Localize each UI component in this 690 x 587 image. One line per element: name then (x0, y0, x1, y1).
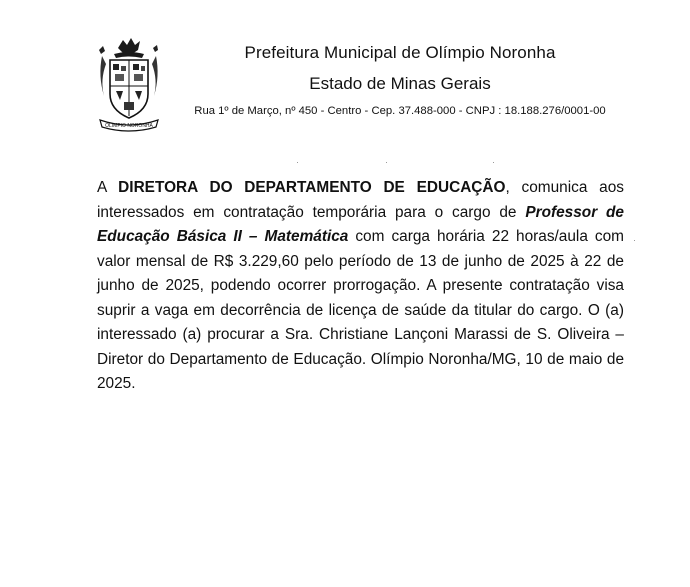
notice-text-2: com carga horária 22 horas/aula com valor mensal de R$ 3.229,60 pelo período de 13 de junho de 2025 à 22 de junho de 2025, podendo ocorrer prorrogação. A presente contratação visa suprir a vaga em decorrência de licença de saúde da titular do cargo. O (a) interessado (a) procurar a Sra. Christiane Lançoni Marassi de S. Oliveira – Diretor do Departamento de Educação. Olímpio Noronha/MG, 10 de maio de 2025. (97, 228, 624, 392)
office-name: DIRETORA DO DEPARTAMENTO DE EDUCAÇÃO (118, 179, 506, 196)
letterhead (170, 42, 630, 118)
notice-paragraph (97, 176, 624, 397)
municipal-coat-of-arms (96, 36, 162, 134)
crest-ribbon-text: OLIMPIO NORONHA (105, 123, 153, 129)
notice-intro: A (97, 179, 119, 196)
notice-body (97, 176, 624, 397)
notice-text-1: , comunica aos interessados em contratação temporária para o cargo de (97, 179, 624, 221)
address-line: Rua 1º de Março, nº 450 - Centro - Cep. 37.488-000 - CNPJ : 18.188.276/0001-00 (194, 105, 606, 117)
municipality-title: Prefeitura Municipal de Olímpio Noronha (244, 43, 556, 62)
position-title: Professor de Educação Básica II – Matemática (97, 203, 624, 245)
state-name: Estado de Minas Gerais (309, 74, 491, 93)
